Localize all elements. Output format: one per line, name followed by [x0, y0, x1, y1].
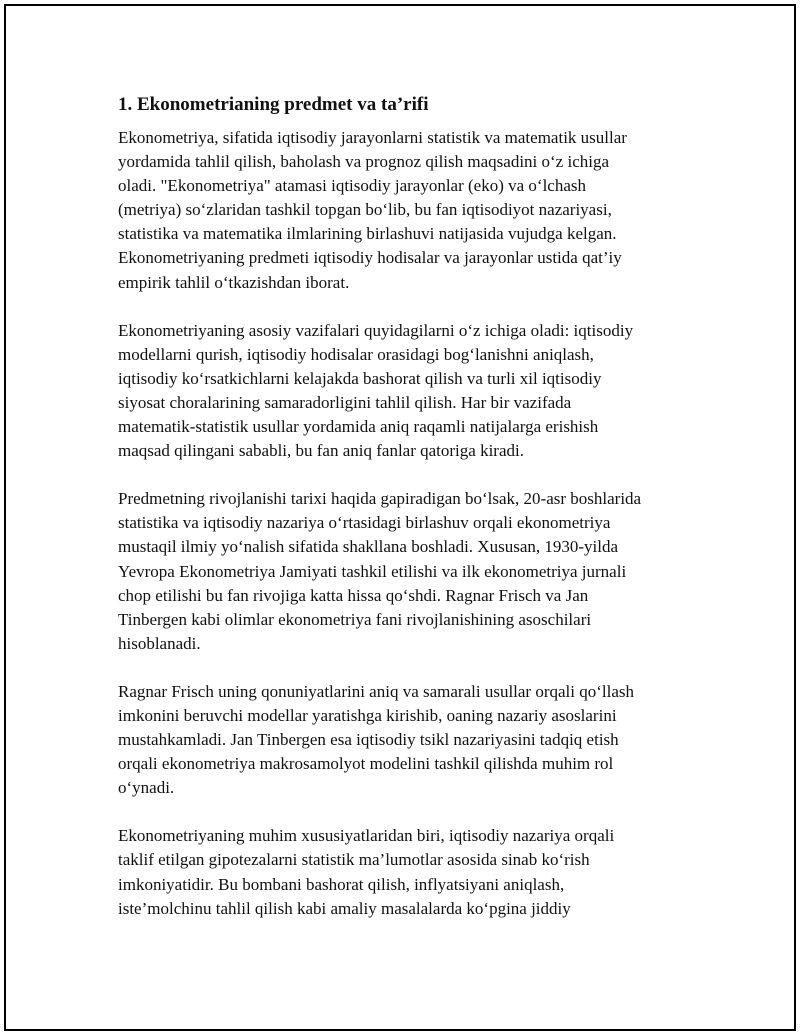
paragraph-2: [118, 319, 698, 464]
paragraph-line: Predmetning rivojlanishi tarixi haqida gapiradigan boʻlsak, 20-asr boshlarida: [118, 489, 642, 509]
paragraph-line: orqali ekonometriya makrosamolyot modelini tashkil qilishda muhim rol: [118, 754, 614, 774]
paragraph-line: modellarni qurish, iqtisodiy hodisalar orasidagi bogʻlanishni aniqlash,: [118, 344, 594, 364]
paragraph-line: statistika va iqtisodiy nazariya oʻrtasidagi birlashuv orqali ekonometriya: [118, 513, 611, 533]
section-heading: 1. Ekonometrianing predmet va ta’rifi: [118, 94, 429, 115]
paragraph-line: Ekonometriyaning asosiy vazifalari quyidagilarni oʻz ichiga oladi: iqtisodiy: [118, 320, 634, 340]
paragraph-line: maqsad qilingani sababli, bu fan aniq fanlar qatoriga kiradi.: [118, 441, 524, 461]
paragraph-line: Ekonometriyaning muhim xususiyatlaridan biri, iqtisodiy nazariya orqali: [118, 826, 615, 846]
paragraph-3: [118, 487, 698, 656]
paragraph-line: (metriya) soʻzlaridan tashkil topgan boʻlib, bu fan iqtisodiyot nazariyasi,: [118, 200, 612, 220]
paragraph-1: [118, 126, 698, 295]
paragraph-4: [118, 680, 698, 800]
paragraph-5: [118, 824, 698, 920]
paragraph-line: Ekonometriya, sifatida iqtisodiy jarayonlarni statistik va matematik usullar: [118, 128, 627, 147]
paragraph-line: taklif etilgan gipotezalarni statistik ma’lumotlar asosida sinab koʻrish: [118, 850, 590, 870]
paragraph-line: Ragnar Frisch uning qonuniyatlarini aniq va samarali usullar orqali qoʻllash: [118, 681, 635, 701]
paragraph-line: mustaqil ilmiy yoʻnalish sifatida shakllana boshladi. Xususan, 1930-yilda: [118, 537, 619, 557]
document-body: [118, 92, 698, 945]
paragraph-line: chop etilishi bu fan rivojiga katta hissa qoʻshdi. Ragnar Frisch va Jan: [118, 585, 589, 605]
paragraph-line: imkonini beruvchi modellar yaratishga kirishib, oaning nazariy asoslarini: [118, 705, 617, 725]
paragraph-line: siyosat choralarining samaradorligini tahlil qilish. Har bir vazifada: [118, 392, 572, 412]
paragraph-line: iqtisodiy koʻrsatkichlarni kelajakda bashorat qilish va turli xil iqtisodiy: [118, 368, 602, 388]
paragraph-line: matematik-statistik usullar yordamida aniq raqamli natijalarga erishish: [118, 417, 599, 437]
paragraph-line: mustahkamladi. Jan Tinbergen esa iqtisodiy tsikl nazariyasini tadqiq etish: [118, 730, 619, 750]
paragraph-line: statistika va matematika ilmlarining birlashuvi natijasida vujudga kelgan.: [118, 224, 617, 244]
paragraph-line: iste’molchinu tahlil qilish kabi amaliy masalalarda koʻpgina jiddiy: [118, 898, 571, 918]
paragraph-line: yordamida tahlil qilish, baholash va prognoz qilish maqsadini oʻz ichiga: [118, 152, 610, 172]
paragraph-line: empirik tahlil oʻtkazishdan iborat.: [118, 272, 350, 292]
paragraph-line: Tinbergen kabi olimlar ekonometriya fani rivojlanishining asoschilari: [118, 609, 592, 629]
paragraph-line: oladi. "Ekonometriya" atamasi iqtisodiy jarayonlar (eko) va oʻlchash: [118, 176, 587, 196]
paragraph-line: hisoblanadi.: [118, 633, 201, 653]
paragraph-line: Yevropa Ekonometriya Jamiyati tashkil etilishi va ilk ekonometriya jurnali: [118, 561, 627, 581]
paragraph-line: Ekonometriyaning predmeti iqtisodiy hodisalar va jarayonlar ustida qat’iy: [118, 248, 622, 268]
paragraph-line: oʻynadi.: [118, 778, 175, 798]
paragraph-line: imkoniyatidir. Bu bombani bashorat qilish, inflyatsiyani aniqlash,: [118, 874, 565, 894]
